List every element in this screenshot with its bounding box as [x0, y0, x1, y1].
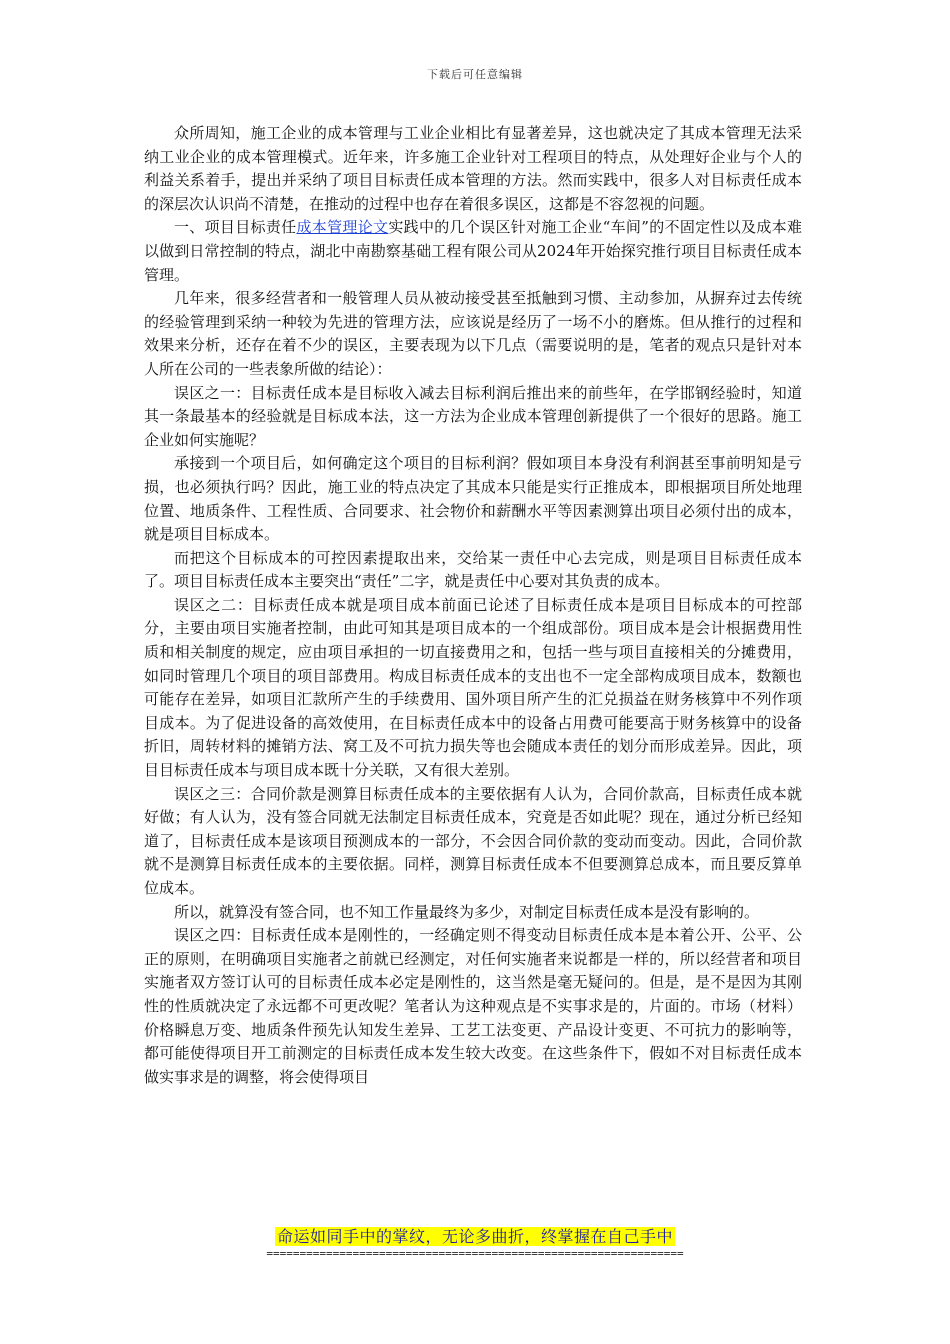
cost-management-paper-link[interactable]: 成本管理论文	[296, 218, 389, 237]
paragraph-background: 几年来，很多经营者和一般管理人员从被动接受甚至抵触到习惯、主动参加，从摒弃过去传统的经验管理到采纳一种较为先进的管理方法，应该说是经历了一场不小的磨炼。但从推行的过程和效果来分析，还存在着不少的误区，主要表现为以下几点（需要说明的是，笔者的观点只是针对本人所在公司的一些表象所做的结论）：	[144, 289, 802, 378]
footer-slogan	[0, 1224, 950, 1247]
paragraph-responsibility-center: 而把这个目标成本的可控因素提取出来，交给某一责任中心去完成，则是项目目标责任成本了。项目目标责任成本主要突出“责任”二字，就是责任中心要对其负责的成本。	[144, 548, 802, 591]
paragraph-section-1	[144, 216, 802, 287]
paragraph-target-profit: 承接到一个项目后，如何确定这个项目的目标利润？假如项目本身没有利润甚至事前明知是亏损，也必须执行吗？因此，施工业的特点决定了其成本只能是实行正推成本，即根据项目所处地理位置、地质条件、工程性质、合同要求、社会物价和薪酬水平等因素测算出项目必须付出的成本，就是项目目标成本。	[144, 454, 802, 544]
section-1-text-post: 实践中的几个误区针对施工企业“车间”的不固定性以及成本难以做到日常控制的特点，湖北中南勘察基础工程有限公司从2024年开始探究推行项目目标责任成本管理。	[144, 218, 802, 284]
document-body	[144, 122, 802, 1089]
footer-divider: ===============================================================	[266, 1247, 684, 1260]
paragraph-misconception-1: 误区之一：目标责任成本是目标收入减去目标利润后推出来的前些年，在学邯钢经验时，知道其一条最基本的经验就是目标成本法，这一方法为企业成本管理创新提供了一个很好的思路。施工企业如何实施呢？	[144, 383, 802, 449]
paragraph-contract-note: 所以，就算没有签合同，也不知工作量最终为多少，对制定目标责任成本是没有影响的。	[174, 902, 760, 921]
paragraph-misconception-2: 误区之二：目标责任成本就是项目成本前面已论述了目标责任成本是项目目标成本的可控部分，主要由项目实施者控制，由此可知其是项目成本的一个组成部份。项目成本是会计根据费用性质和相关制度的规定，应由项目承担的一切直接费用之和，包括一些与项目直接相关的分摊费用，如同时管理几个项目的项目部费用。构成目标责任成本的支出也不一定全部构成项目成本，数额也可能存在差异，如项目汇款所产生的手续费用、国外项目所产生的汇兑损益在财务核算中不列作项目成本。为了促进设备的高效使用，在目标责任成本中的设备占用费可能要高于财务核算中的设备折旧，周转材料的摊销方法、窝工及不可抗力损失等也会随成本责任的划分而形成差异。因此，项目目标责任成本与项目成本既十分关联，又有很大差别。	[144, 595, 802, 780]
paragraph-misconception-4: 误区之四：目标责任成本是刚性的，一经确定则不得变动目标责任成本是本着公开、公平、公正的原则，在明确项目实施者之前就已经测定，对任何实施者来说都是一样的，所以经营者和项目实施者双方签订认可的目标责任成本必定是刚性的，这当然是毫无疑问的。但是，是不是因为其刚性的性质就决定了永远都不可更改呢？笔者认为这种观点是不实事求是的，片面的。市场（材料）价格瞬息万变、地质条件预先认知发生差异、工艺工法变更、产品设计变更、不可抗力的影响等，都可能使得项目开工前测定的目标责任成本发生较大改变。在这些条件下，假如不对目标责任成本做实事求是的调整，将会使得项目	[144, 926, 802, 1086]
footer-slogan-text: 命运如同手中的掌纹，无论多曲折，终掌握在自己手中	[276, 1227, 673, 1246]
page-header: 下载后可任意编辑	[427, 68, 523, 81]
section-1-text-pre: 一、项目目标责任	[174, 218, 297, 237]
paragraph-intro: 众所周知，施工企业的成本管理与工业企业相比有显著差异，这也就决定了其成本管理无法采纳工业企业的成本管理模式。近年来，许多施工企业针对工程项目的特点，从处理好企业与个人的利益关系着手，提出并采纳了项目目标责任成本管理的方法。然而实践中，很多人对目标责任成本的深层次认识尚不清楚，在推动的过程中也存在着很多误区，这都是不容忽视的问题。	[144, 124, 802, 213]
paragraph-misconception-3: 误区之三：合同价款是测算目标责任成本的主要依据有人认为，合同价款高，目标责任成本就好做；有人认为，没有签合同就无法制定目标责任成本，究竟是否如此呢？现在，通过分析已经知道了，目标责任成本是该项目预测成本的一部分，不会因合同价款的变动而变动。因此，合同价款就不是测算目标责任成本的主要依据。同样，测算目标责任成本不但要测算总成本，而且要反算单位成本。	[144, 784, 802, 897]
